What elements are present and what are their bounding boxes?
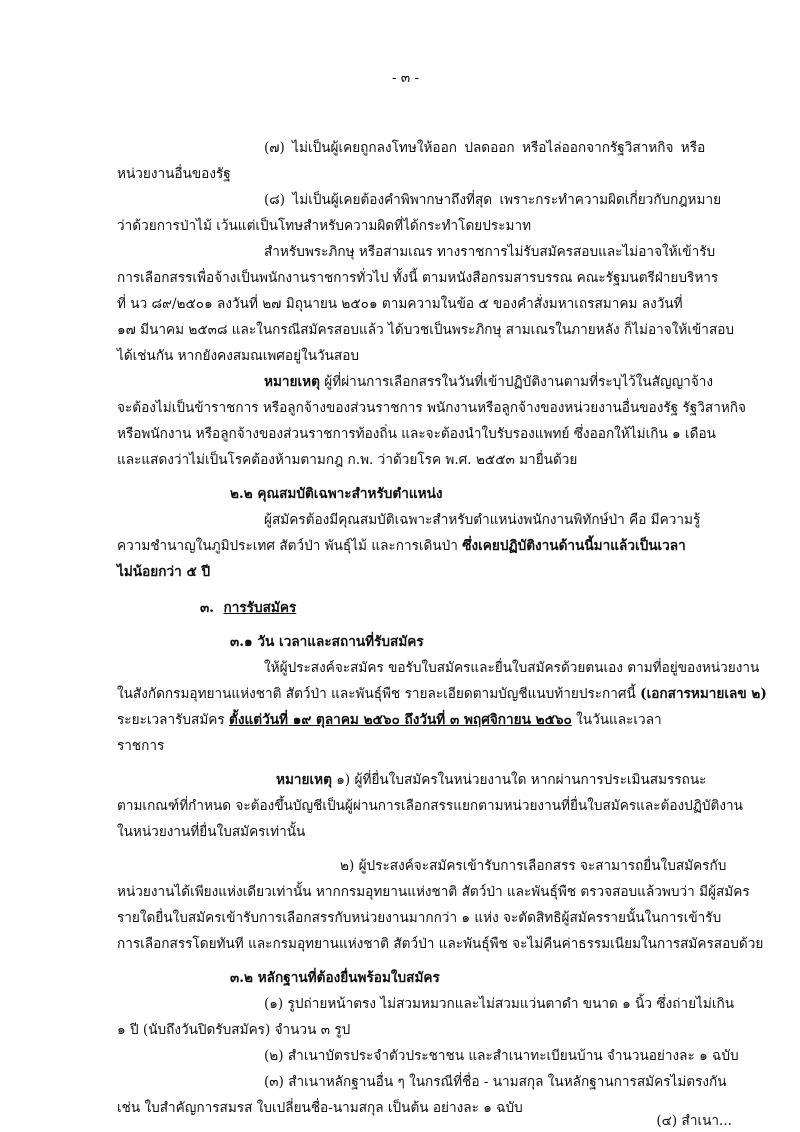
section-2-2-heading: ๒.๒ คุณสมบัติเฉพาะสำหรับตำแหน่ง xyxy=(230,486,443,502)
note-2-item-1-text: ๑) ผู้ที่ยื่นใบสมัครในหน่วยงานใด หากผ่านการประเมินสมรรถนะ xyxy=(331,772,707,788)
application-period-label: ระยะเวลารับสมัคร xyxy=(117,712,230,728)
application-period-dates: ตั้งแต่วันที่ ๑๙ ตุลาคม ๒๕๖๐ ถึงวันที่ ๓ พฤศจิกายน ๒๕๖๐ xyxy=(229,712,572,728)
section-3-number: ๓. xyxy=(200,600,215,616)
qual-8-line-2: ว่าด้วยการป่าไม้ เว้นแต่เป็นโทษสำหรับความผิดที่ได้กระทำโดยประมาท xyxy=(117,218,532,234)
qual-7-line-2: หน่วยงานอื่นของรัฐ xyxy=(117,166,231,182)
section-2-2-line-2 xyxy=(117,536,686,556)
monk-para-line-1: สำหรับพระภิกษุ หรือสามเณร ทางราชการไม่รับสมัครสอบและไม่อาจให้เข้ารับ xyxy=(264,244,716,260)
note-2-item-2-line-2: หน่วยงานได้เพียงแห่งเดียวเท่านั้น หากกรมอุทยานแห่งชาติ สัตว์ป่า และพันธุ์พืช ตรวจสอบแล้วพบว่า มีผู้สมัคร xyxy=(117,884,750,900)
section-2-2-bold: ซึ่งเคยปฏิบัติงานด้านนี้มาแล้วเป็นเวลา xyxy=(462,538,686,554)
document-number-ref: (เอกสารหมายเลข ๒) xyxy=(640,686,767,702)
section-2-2-line-3: ไม่น้อยกว่า ๕ ปี xyxy=(117,564,211,580)
section-3-heading xyxy=(200,598,296,618)
note-2-label: หมายเหตุ xyxy=(276,772,332,788)
qual-7-line-1: (๗) ไม่เป็นผู้เคยถูกลงโทษให้ออก ปลดออก หรือไล่ออกจากรัฐวิสาหกิจ หรือ xyxy=(264,140,706,156)
application-period-tail: ในวันและเวลา xyxy=(571,712,662,728)
note-1-line-1 xyxy=(264,372,713,392)
section-3-2-item-2: (๒) สำเนาบัตรประจำตัวประชาชน และสำเนาทะเบียนบ้าน จำนวนอย่างละ ๑ ฉบับ xyxy=(264,1048,739,1064)
section-2-2-line-1: ผู้สมัครต้องมีคุณสมบัติเฉพาะสำหรับตำแหน่งพนักงานพิทักษ์ป่า คือ มีความรู้ xyxy=(264,512,701,528)
note-2-item-2-line-1: ๒) ผู้ประสงค์จะสมัครเข้ารับการเลือกสรร จะสามารถยื่นใบสมัครกับ xyxy=(340,858,727,874)
section-2-2-text: ความชำนาญในภูมิประเทศ สัตว์ป่า พันธุ์ไม้ และการเดินป่า xyxy=(117,538,463,554)
monk-para-line-4: ๑๗ มีนาคม ๒๕๓๘ และในกรณีสมัครสอบแล้ว ได้บวชเป็นพระภิกษุ สามเณรในภายหลัง ก็ไม่อาจให้เข้าสอบ xyxy=(117,322,735,338)
note-1-line-4: และแสดงว่าไม่เป็นโรคต้องห้ามตามกฎ ก.พ. ว่าด้วยโรค พ.ศ. ๒๕๕๓ มายื่นด้วย xyxy=(117,452,578,468)
monk-para-line-5: ได้เช่นกัน หากยังคงสมณเพศอยู่ในวันสอบ xyxy=(117,348,360,364)
note-2-item-1-line-3: ในหน่วยงานที่ยื่นใบสมัครเท่านั้น xyxy=(117,824,306,840)
section-3-1-heading: ๓.๑ วัน เวลาและสถานที่รับสมัคร xyxy=(230,634,424,650)
note-2-item-2-line-3: รายใดยื่นใบสมัครเข้ารับการเลือกสรรกับหน่วยงานมากกว่า ๑ แห่ง จะตัดสิทธิผู้สมัครรายนั้นในการเข้ารับ xyxy=(117,910,722,926)
note-2-item-2-line-4: การเลือกสรรโดยทันที และกรมอุทยานแห่งชาติ สัตว์ป่า และพันธุ์พืช จะไม่คืนค่าธรรมเนียมในการสมัครสอบด้วย xyxy=(117,936,764,952)
section-3-2-item-3-line-1: (๓) สำเนาหลักฐานอื่น ๆ ในกรณีที่ชื่อ - นามสกุล ในหลักฐานการสมัครไม่ตรงกัน xyxy=(264,1074,727,1090)
section-3-1-line-3 xyxy=(117,710,662,730)
note-2-line-1 xyxy=(276,770,706,790)
section-3-2-item-1-line-1: (๑) รูปถ่ายหน้าตรง ไม่สวมหมวกและไม่สวมแว่นตาดำ ขนาด ๑ นิ้ว ซึ่งถ่ายไม่เกิน xyxy=(264,996,734,1012)
section-3-2-heading: ๓.๒ หลักฐานที่ต้องยื่นพร้อมใบสมัคร xyxy=(230,970,440,986)
monk-para-line-3: ที่ นว ๘๙/๒๕๐๑ ลงวันที่ ๒๗ มิถุนายน ๒๕๐๑ ตามความในข้อ ๕ ของคำสั่งมหาเถรสมาคม ลงวันที่ xyxy=(117,296,683,312)
page-number: - ๓ - xyxy=(392,70,420,86)
section-3-1-line-4: ราชการ xyxy=(117,738,165,754)
section-3-2-item-1-line-2: ๑ ปี (นับถึงวันปิดรับสมัคร) จำนวน ๓ รูป xyxy=(117,1022,351,1038)
qual-8-line-1: (๘) ไม่เป็นผู้เคยต้องคำพิพากษาถึงที่สุด เพราะกระทำความผิดเกี่ยวกับกฎหมาย xyxy=(264,192,722,208)
section-3-title: การรับสมัคร xyxy=(223,600,297,616)
monk-para-line-2: การเลือกสรรเพื่อจ้างเป็นพนักงานราชการทั่วไป ทั้งนี้ ตามหนังสือกรมสารบรรณ คณะรัฐมนตรีฝ่ายบริหาร xyxy=(117,270,719,286)
section-3-1-text: ในสังกัดกรมอุทยานแห่งชาติ สัตว์ป่า และพันธุ์พืช รายละเอียดตามบัญชีแนบท้ายประกาศนี้ xyxy=(117,686,641,702)
note-2-item-1-line-2: ตามเกณฑ์ที่กำหนด จะต้องขึ้นบัญชีเป็นผู้ผ่านการเลือกสรรแยกตามหน่วยงานที่ยื่นใบสมัครและต้องปฏิบัติงาน xyxy=(117,798,743,814)
section-3-1-line-1: ให้ผู้ประสงค์จะสมัคร ขอรับใบสมัครและยื่นใบสมัครด้วยตนเอง ตามที่อยู่ของหน่วยงาน xyxy=(264,660,760,676)
note-1-line-2: จะต้องไม่เป็นข้าราชการ หรือลูกจ้างของส่วนราชการ พนักงานหรือลูกจ้างของหน่วยงานอื่นของรัฐ รัฐวิสาหกิจ xyxy=(117,400,746,416)
note-1-label: หมายเหตุ xyxy=(264,374,320,390)
note-1-line-3: หรือพนักงาน หรือลูกจ้างของส่วนราชการท้องถิ่น และจะต้องนำใบรับรองแพทย์ ซึ่งออกให้ไม่เกิน ๑ เดือน xyxy=(117,426,716,442)
note-1-text: ผู้ที่ผ่านการเลือกสรรในวันที่เข้าปฏิบัติงานตามที่ระบุไว้ในสัญญาจ้าง xyxy=(319,374,714,390)
section-3-2-item-3-line-2: เช่น ใบสำคัญการสมรส ใบเปลี่ยนชื่อ-นามสกุล เป็นต้น อย่างละ ๑ ฉบับ xyxy=(117,1100,523,1116)
section-3-1-line-2 xyxy=(117,684,767,704)
continuation-marker: (๔) สำเนา... xyxy=(656,1113,732,1129)
